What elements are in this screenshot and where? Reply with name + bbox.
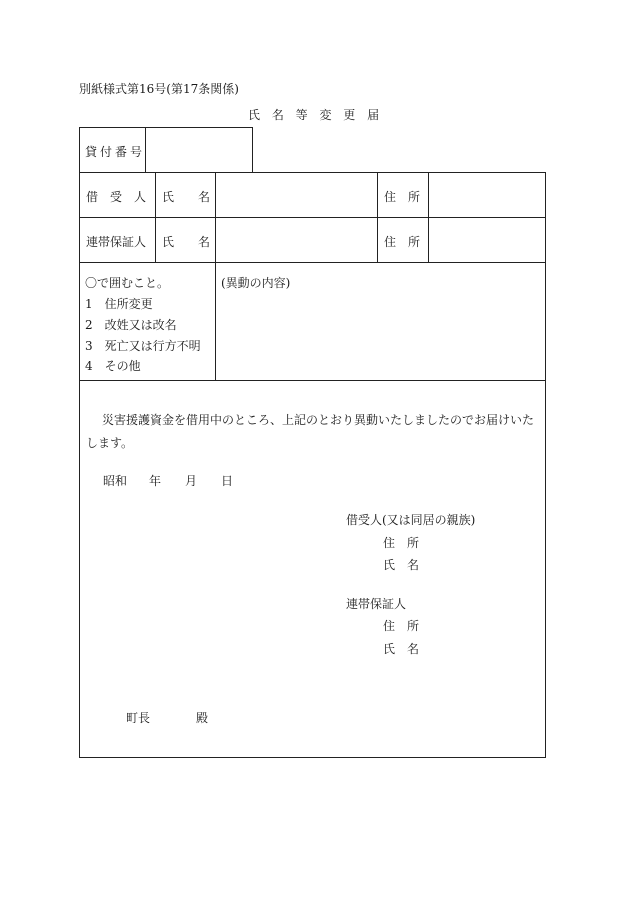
borrower-address-label: 住 所: [384, 190, 421, 204]
addressee-town: 町長: [126, 711, 151, 725]
borrower-role-label: 借 受 人: [86, 190, 147, 204]
addressee-honorific: 殿: [196, 711, 209, 725]
change-option-other[interactable]: 4 その他: [85, 359, 141, 373]
guarantor-address-label: 住 所: [384, 235, 421, 249]
form-number: 別紙様式第16号(第17条関係): [79, 82, 239, 96]
guarantor-role-label: 連帯保証人: [86, 235, 147, 249]
statement-line-1: 災害援護資金を借用中のところ、上記のとおり異動いたしましたのでお届けいた: [102, 413, 535, 427]
borrower-name-label: 氏 名: [162, 190, 211, 204]
date-year: 年: [149, 474, 162, 488]
guarantor-signature-name-label: 氏 名: [383, 642, 420, 656]
change-option-name[interactable]: 2 改姓又は改名: [85, 318, 177, 332]
change-option-address[interactable]: 1 住所変更: [85, 297, 153, 311]
guarantor-signature-address-label: 住 所: [383, 619, 420, 633]
borrower-signature-name-label: 氏 名: [383, 558, 420, 572]
statement-line-2: します。: [86, 436, 134, 450]
change-type-instruction: 〇で囲むこと。: [85, 276, 170, 290]
borrower-signature-address-label: 住 所: [383, 536, 420, 550]
loan-number-label: 貸付番号: [85, 145, 146, 159]
guarantor-name-label: 氏 名: [162, 235, 211, 249]
guarantor-signature-title: 連帯保証人: [346, 597, 407, 611]
change-details-label: (異動の内容): [221, 276, 291, 290]
date-day: 日: [221, 474, 234, 488]
change-option-death[interactable]: 3 死亡又は行方不明: [85, 339, 201, 353]
form-title: 氏 名 等 変 更 届: [248, 108, 384, 122]
borrower-signature-title: 借受人(又は同居の親族): [346, 513, 476, 527]
date-era: 昭和: [103, 474, 128, 488]
date-month: 月: [185, 474, 198, 488]
